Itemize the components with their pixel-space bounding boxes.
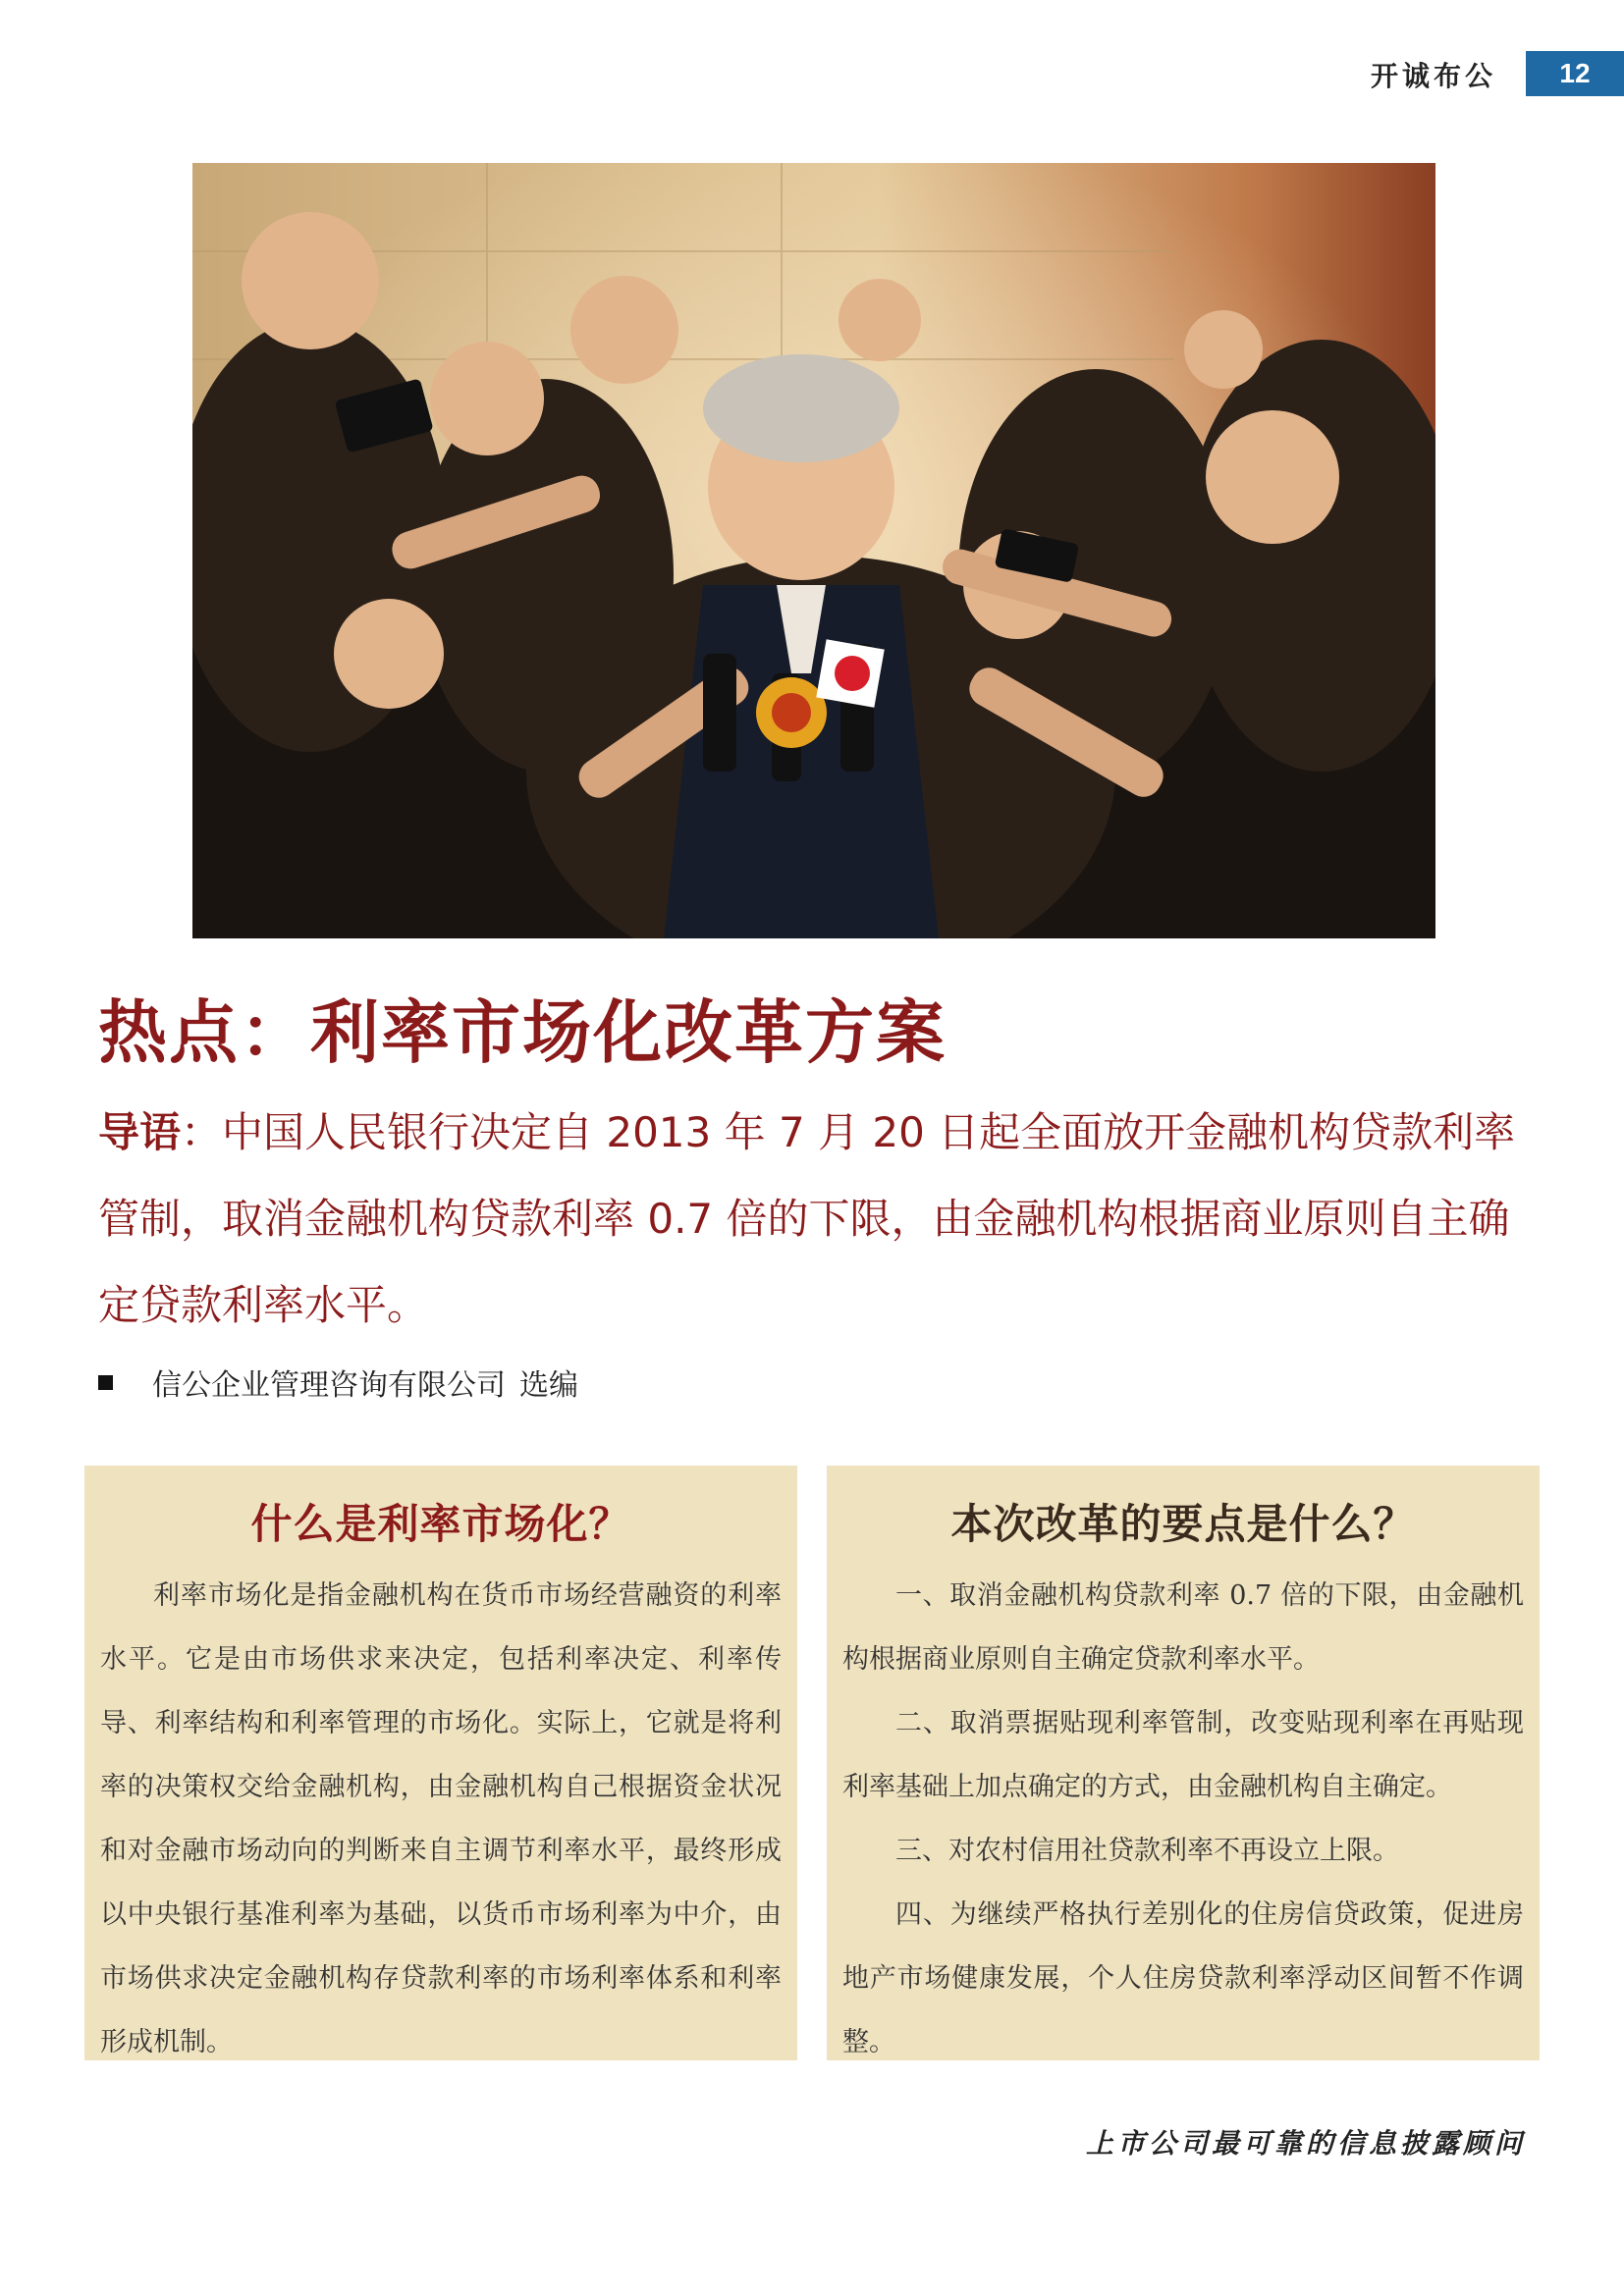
lead-text: ：中国人民银行决定自 2013 年 7 月 20 日起全面放开金融机构贷款利率管制，取消金融机构贷款利率 0.7 倍的下限，由金融机构根据商业原则自主确定贷款利率水平。: [98, 1108, 1516, 1329]
sidebar-box-definition: [84, 1466, 797, 2060]
key-point-item: 四、为继续严格执行差别化的住房信贷政策，促进房地产市场健康发展，个人住房贷款利率浮动区间暂不作调整。: [842, 1899, 1524, 2057]
byline: [98, 1361, 578, 1404]
page-number: 12: [1526, 51, 1624, 96]
footer-slogan: 上市公司最可靠的信息披露顾问: [1085, 2127, 1526, 2160]
key-point-item: 三、对农村信用社贷款利率不再设立上限。: [895, 1836, 1399, 1866]
box-title-key-points: 本次改革的要点是什么？: [950, 1500, 1416, 1548]
article-title: 热点：利率市场化改革方案: [98, 992, 947, 1073]
press-photo: [192, 163, 1435, 938]
lead-label: 导语: [98, 1108, 182, 1156]
bullet-square-icon: [98, 1375, 113, 1390]
box-body-definition: 利率市场化是指金融机构在货币市场经营融资的利率水平。它是由市场供求来决定，包括利率决定、利率传导、利率结构和利率管理的市场化。实际上，它就是将利率的决策权交给金融机构，由金融机构自己根据资金状况和对金融市场动向的判断来自主调节利率水平，最终形成以中央银行基准利率为基础，以货币市场利率为中介，由市场供求决定金融机构存贷款利率的市场利率体系和利率形成机制。: [100, 1580, 782, 2057]
box-title-definition: 什么是利率市场化？: [250, 1500, 631, 1548]
key-point-item: 一、取消金融机构贷款利率 0.7 倍的下限，由金融机构根据商业原则自主确定贷款利率水平。: [842, 1580, 1524, 1675]
key-point-item: 二、取消票据贴现利率管制，改变贴现利率在再贴现利率基础上加点确定的方式，由金融机构自主确定。: [842, 1708, 1524, 1802]
sidebar-box-key-points: [827, 1466, 1540, 2060]
article-lead: [98, 1090, 1532, 1349]
press-photo-illustration: [192, 163, 1435, 938]
header-brand: 开诚布公: [1370, 60, 1496, 92]
byline-role: 选编: [519, 1368, 578, 1403]
byline-company: 信公企业管理咨询有限公司: [152, 1368, 506, 1403]
